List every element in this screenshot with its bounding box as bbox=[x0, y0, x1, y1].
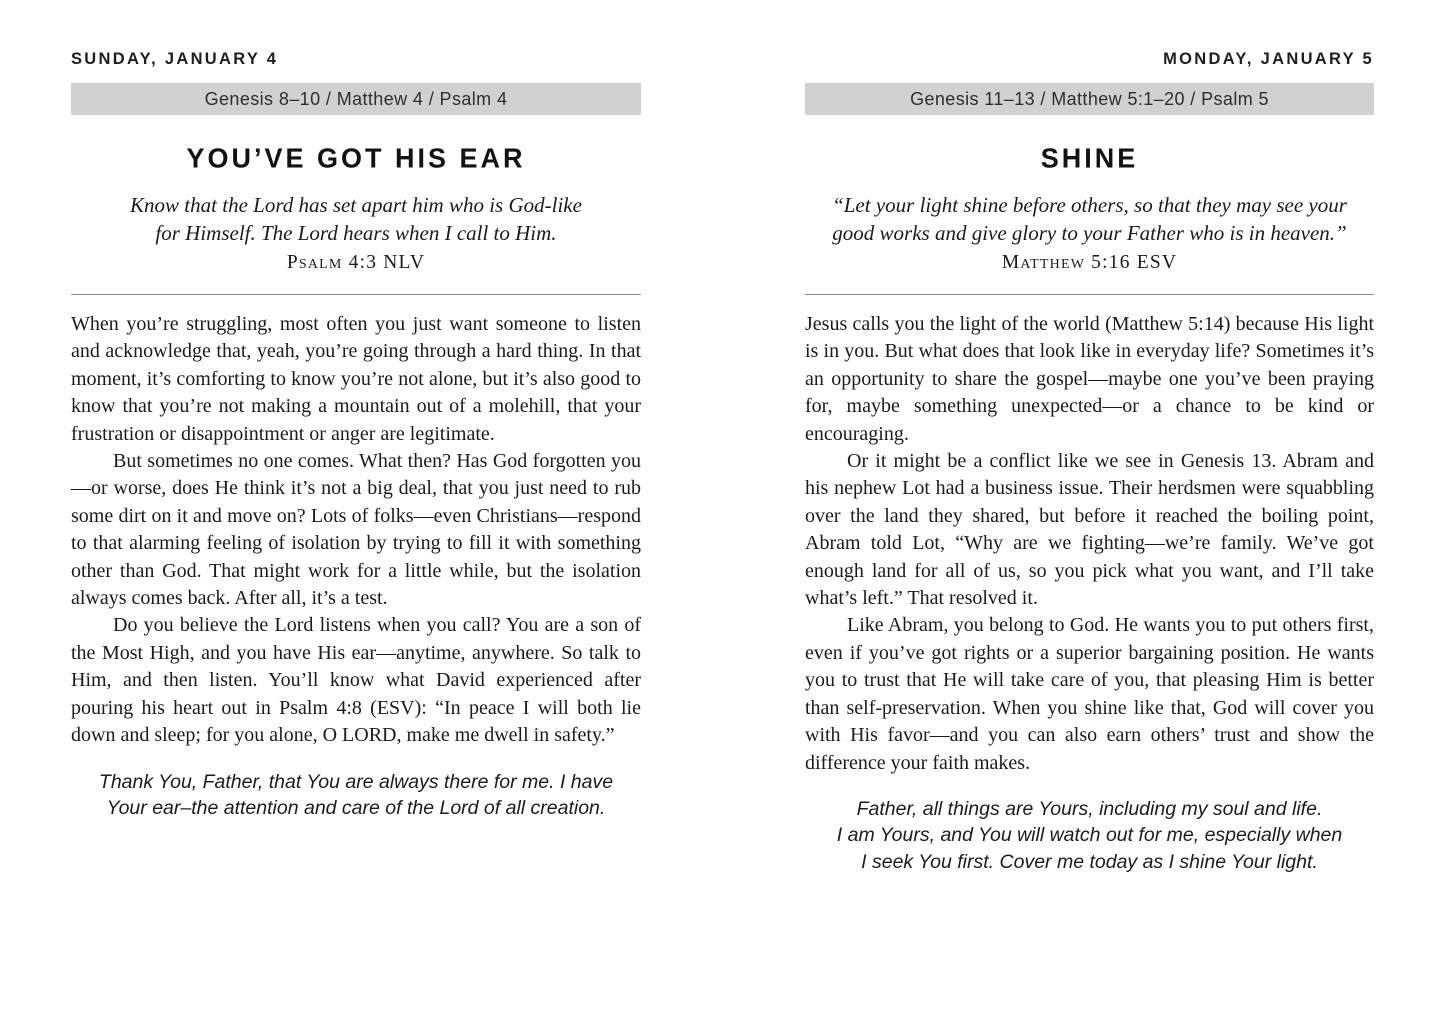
devotional-title: SHINE bbox=[1040, 142, 1139, 174]
devotional-title: YOU’VE GOT HIS EAR bbox=[186, 142, 526, 174]
readings-bar bbox=[805, 83, 1374, 115]
quote-line: for Himself. The Lord hears when I call to Him. bbox=[155, 221, 557, 245]
devotional-page-right bbox=[805, 50, 1374, 875]
readings-text: Genesis 11–13 / Matthew 5:1–20 / Psalm 5 bbox=[910, 88, 1269, 109]
body-paragraph: Jesus calls you the light of the world (Matthew 5:14) because His light is in you. But what does that look like in everyday life? Sometimes it’s an opportunity to share the gospel—maybe one you’ve been praying for, maybe something unexpected—or a chance to be kind or encouraging. bbox=[805, 313, 1374, 445]
scripture-reference: Psalm 4:3 NLV bbox=[286, 252, 426, 273]
scripture-reference: Matthew 5:16 ESV bbox=[1001, 252, 1178, 273]
prayer-line: I seek You first. Cover me today as I shine Your light. bbox=[861, 850, 1318, 873]
date-heading: SUNDAY, JANUARY 4 bbox=[71, 50, 279, 68]
prayer-line: Your ear–the attention and care of the Lord of all creation. bbox=[106, 797, 606, 819]
readings-bar bbox=[71, 83, 641, 115]
devotional-body bbox=[805, 311, 1374, 777]
readings-text: Genesis 8–10 / Matthew 4 / Psalm 4 bbox=[204, 88, 508, 109]
body-paragraph: Like Abram, you belong to God. He wants you to put others first, even if you’ve got rights or a superior bargaining position. He wants you to trust that He will take care of you, that pleasing Him is better than self-preservation. When you shine like that, God will cover you with His favor—and you can also earn others’ trust and show the difference your faith makes. bbox=[805, 614, 1374, 774]
prayer-line: I am Yours, and You will watch out for me, especially when bbox=[836, 824, 1343, 847]
scripture-quote bbox=[805, 191, 1374, 247]
prayer-line: Father, all things are Yours, including my soul and life. bbox=[856, 797, 1323, 820]
closing-prayer bbox=[805, 796, 1374, 876]
divider-rule bbox=[805, 294, 1374, 295]
scripture-quote bbox=[71, 191, 641, 247]
body-paragraph: Do you believe the Lord listens when you call? You are a son of the Most High, and you have His ear—anytime, anywhere. So talk to Him, and then listen. You’ll know what David experienced after pouring his heart out in Psalm 4:8 (ESV): “In peace I will both lie down and sleep; for you alone, O LORD, make me dwell in safety.” bbox=[71, 614, 641, 747]
quote-line: Know that the Lord has set apart him who is God-like bbox=[130, 193, 582, 217]
quote-line: “Let your light shine before others, so that they may see your bbox=[832, 193, 1347, 217]
devotional-page-left bbox=[71, 50, 641, 822]
date-heading: MONDAY, JANUARY 5 bbox=[1163, 50, 1374, 68]
prayer-line: Thank You, Father, that You are always there for me. I have bbox=[98, 770, 614, 793]
body-paragraph: When you’re struggling, most often you just want someone to listen and acknowledge that, yeah, you’re going through a hard thing. In that moment, it’s comforting to know you’re not alone, but it’s also good to know that you’re not making a mountain out of a molehill, that your frustration or disappointment or anger are legitimate. bbox=[71, 313, 641, 445]
devotional-body bbox=[71, 311, 641, 750]
body-paragraph: Or it might be a conflict like we see in Genesis 13. Abram and his nephew Lot had a business issue. Their herdsmen were squabbling over the land they shared, but before it reached the boiling point, Abram told Lot, “Why are we fighting—we’re family. We’ve got enough land for all of us, so you pick what you want, and I’ll take what’s left.” That resolved it. bbox=[805, 450, 1374, 610]
closing-prayer bbox=[71, 769, 641, 822]
quote-line: good works and give glory to your Father who is in heaven.” bbox=[832, 221, 1347, 245]
body-paragraph: But sometimes no one comes. What then? Has God forgotten you—or worse, does He think it’s not a big deal, that you just need to rub some dirt on it and move on? Lots of folks—even Christians—respond to that alarming feeling of isolation by trying to fill it with something other than God. That might work for a little while, but the isolation always comes back. After all, it’s a test. bbox=[71, 450, 641, 610]
divider-rule bbox=[71, 294, 641, 295]
